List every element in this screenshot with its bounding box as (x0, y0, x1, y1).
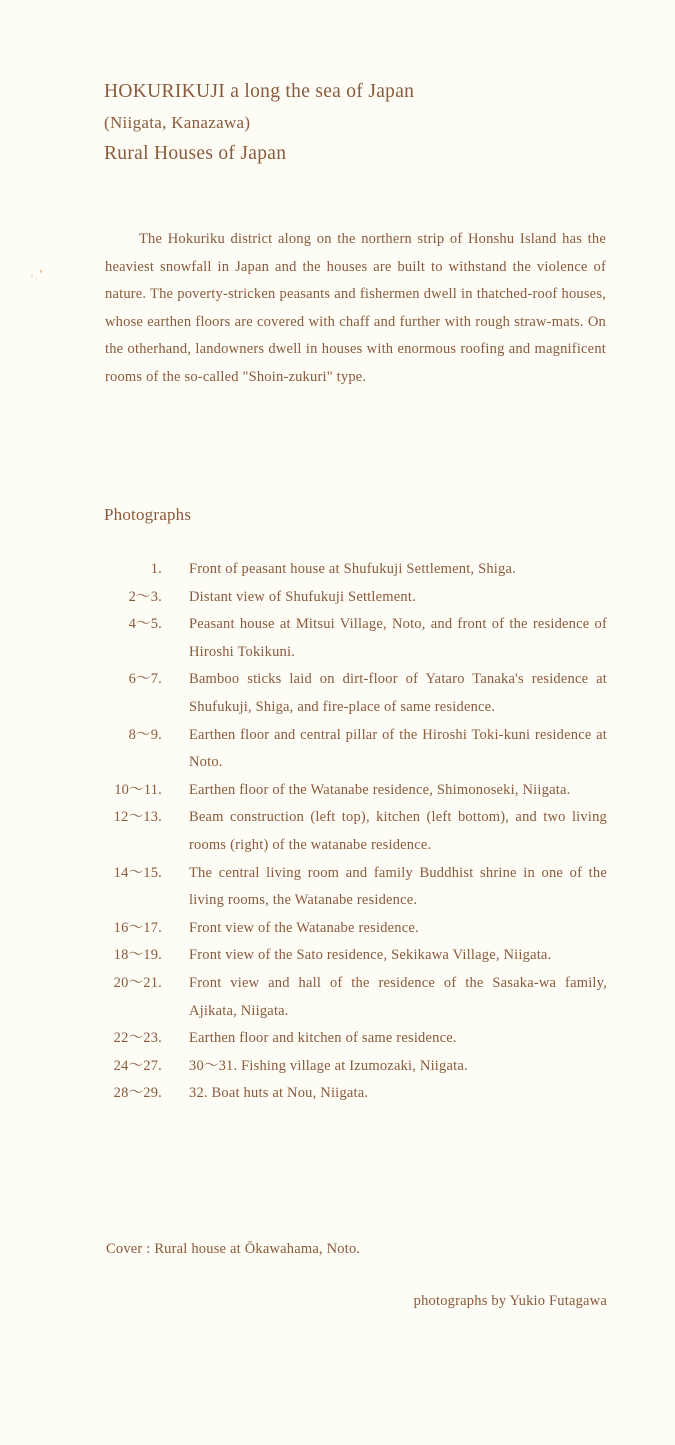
photo-caption: 30～31. Fishing village at Izumozaki, Niigata. (189, 1057, 468, 1074)
photo-number: 6～7. (128, 671, 162, 688)
list-item (100, 942, 610, 970)
list-item (100, 970, 610, 1025)
photo-caption: The central living room and family Buddhist shrine in one of the living rooms, the Watanabe residence. (189, 864, 607, 909)
list-item (100, 666, 610, 721)
photo-caption: Distant view of Shufukuji Settlement. (189, 588, 416, 605)
photo-number: 8～9. (128, 726, 162, 743)
list-item (100, 1025, 610, 1053)
photo-caption: Earthen floor and kitchen of same residence. (189, 1030, 457, 1047)
list-item (100, 804, 610, 859)
photo-number: 18～19. (113, 947, 162, 964)
list-item (100, 556, 610, 584)
photo-caption: Earthen floor of the Watanabe residence, Shimonoseki, Niigata. (189, 781, 571, 798)
photo-number: 12～13. (113, 809, 162, 826)
photo-number: 10～11. (114, 781, 162, 798)
photo-number: 22～23. (113, 1030, 162, 1047)
photo-caption: Front view of the Watanabe residence. (189, 919, 419, 936)
photo-caption: Front view of the Sato residence, Sekikawa Village, Niigata. (189, 947, 552, 964)
photo-number: 4～5. (128, 616, 162, 633)
photo-number: 1. (150, 561, 162, 577)
main-title: HOKURIKUJI a long the sea of Japan (104, 81, 415, 102)
list-item (100, 611, 610, 666)
photo-caption: Front view and hall of the residence of the Sasaka-wa family, Ajikata, Niigata. (189, 974, 607, 1019)
photo-number: 16～17. (113, 919, 162, 936)
list-item (100, 1053, 610, 1081)
paper-speck-mark (28, 266, 48, 280)
photographs-heading: Photographs (104, 505, 192, 524)
photo-number: 24～27. (113, 1057, 162, 1074)
photo-credit: photographs by Yukio Futagawa (413, 1293, 607, 1309)
intro-paragraph: The Hokuriku district along on the northern strip of Honshu Island has the heaviest snowfall in Japan and the houses are built to withstand the violence of nature. The poverty-stricken peasants and fishermen dwell in thatched-roof houses, whose earthen floors are covered with chaff and further with rough straw-mats. On the otherhand, landowners dwell in houses with enormous roofing and magnificent rooms of the so-called "Shoin-zukuri" type. (105, 231, 606, 385)
cover-caption: Cover : Rural house at Ōkawahama, Noto. (106, 1241, 361, 1257)
photo-caption: Front of peasant house at Shufukuji Settlement, Shiga. (189, 561, 516, 577)
list-item (100, 584, 610, 612)
region-subtitle: (Niigata, Kanazawa) (104, 113, 251, 132)
photo-caption: Peasant house at Mitsui Village, Noto, and front of the residence of Hiroshi Tokikuni. (189, 616, 607, 660)
photo-number: 14～15. (113, 864, 162, 881)
photo-caption: 32. Boat huts at Nou, Niigata. (189, 1085, 369, 1102)
photo-number: 20～21. (113, 974, 162, 991)
photo-caption: Earthen floor and central pillar of the Hiroshi Toki-kuni residence at Noto. (189, 726, 607, 771)
title-block (104, 76, 624, 169)
list-item (100, 777, 610, 805)
photo-number: 2～3. (128, 588, 162, 605)
photograph-list (100, 556, 610, 1108)
photo-caption: Bamboo sticks laid on dirt-floor of Yataro Tanaka's residence at Shufukuji, Shiga, and fire-place of same residence. (189, 671, 607, 715)
list-item (100, 860, 610, 915)
list-item (100, 1080, 610, 1108)
photo-caption: Beam construction (left top), kitchen (left bottom), and two living rooms (right) of the watanabe residence. (189, 809, 607, 853)
photo-number: 28～29. (113, 1085, 162, 1102)
list-item (100, 722, 610, 777)
list-item (100, 915, 610, 943)
series-title: Rural Houses of Japan (104, 143, 287, 164)
